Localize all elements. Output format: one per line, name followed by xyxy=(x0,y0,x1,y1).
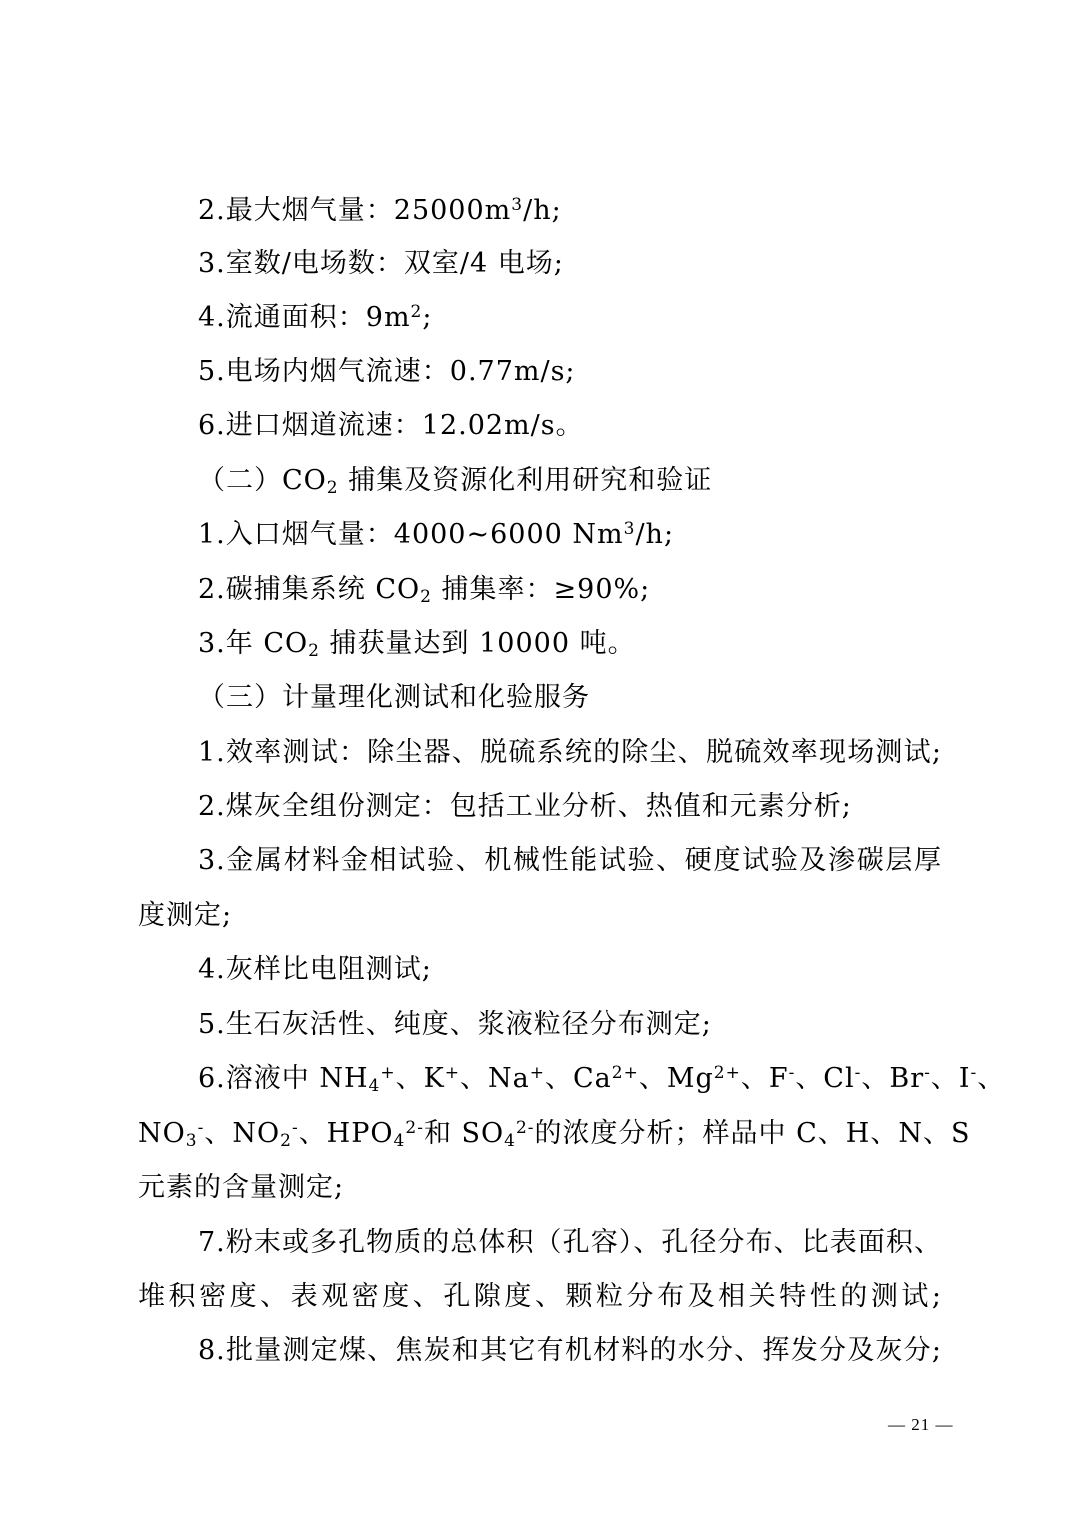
text-line: 4.流通面积：$9m^2$; xyxy=(198,302,433,333)
text-line: 2.煤灰全组份测定：包括工业分析、热值和元素分析; xyxy=(198,791,852,822)
text-line: 5.生石灰活性、纯度、浆液粒径分布测定; xyxy=(198,1009,712,1040)
text-line: 6.进口烟道流速：12.02m/s。 xyxy=(198,410,584,441)
text-line: 3.年 $CO_2$ 捕获量达到 10000 吨。 xyxy=(198,628,636,661)
text-line: 4.灰样比电阻测试; xyxy=(198,954,432,985)
text-line: 5.电场内烟气流速：0.77m/s; xyxy=(198,356,576,387)
text-line: 1.入口烟气量：4000~6000 Nm$^3$/h; xyxy=(198,519,675,550)
text-line: 7.粉末或多孔物质的总体积（孔容）、孔径分布、比表面积、 xyxy=(198,1227,942,1258)
text-line: 元素的含量测定; xyxy=(138,1172,345,1203)
page-number: — 21 — xyxy=(888,1415,954,1434)
text-line: 3.金属材料金相试验、机械性能试验、硬度试验及渗碳层厚 xyxy=(198,845,942,876)
text-line: 2.碳捕集系统 $CO_2$ 捕集率：≥90%; xyxy=(198,574,651,607)
text-line: 1.效率测试：除尘器、脱硫系统的除尘、脱硫效率现场测试; xyxy=(198,737,942,768)
section-heading: （二）$CO_2$ 捕集及资源化利用研究和验证 xyxy=(198,465,713,498)
section-heading: （三）计量理化测试和化验服务 xyxy=(198,682,590,713)
text-line: 度测定; xyxy=(138,900,233,931)
text-line: 2.最大烟气量：$25000m^3/h$; xyxy=(198,195,562,226)
text-line: 3.室数/电场数：双室/4 电场; xyxy=(198,248,564,279)
text-line: 堆积密度、表观密度、孔隙度、颗粒分布及相关特性的测试; xyxy=(138,1281,942,1312)
text-line: 6.溶液中 $NH_4^+$、K+、Na+、$Ca^{2+}$、$Mg^{2+}$、F-、Cl-、Br-、I-、 xyxy=(198,1063,1006,1096)
text-line: $NO_3^-$、$NO_2^-$、$HPO_4^{2-}$和 $SO_4^{2-}$的浓度分析；样品中 C、H、N、S xyxy=(138,1118,971,1151)
text-line: 8.批量测定煤、焦炭和其它有机材料的水分、挥发分及灰分; xyxy=(198,1335,942,1366)
